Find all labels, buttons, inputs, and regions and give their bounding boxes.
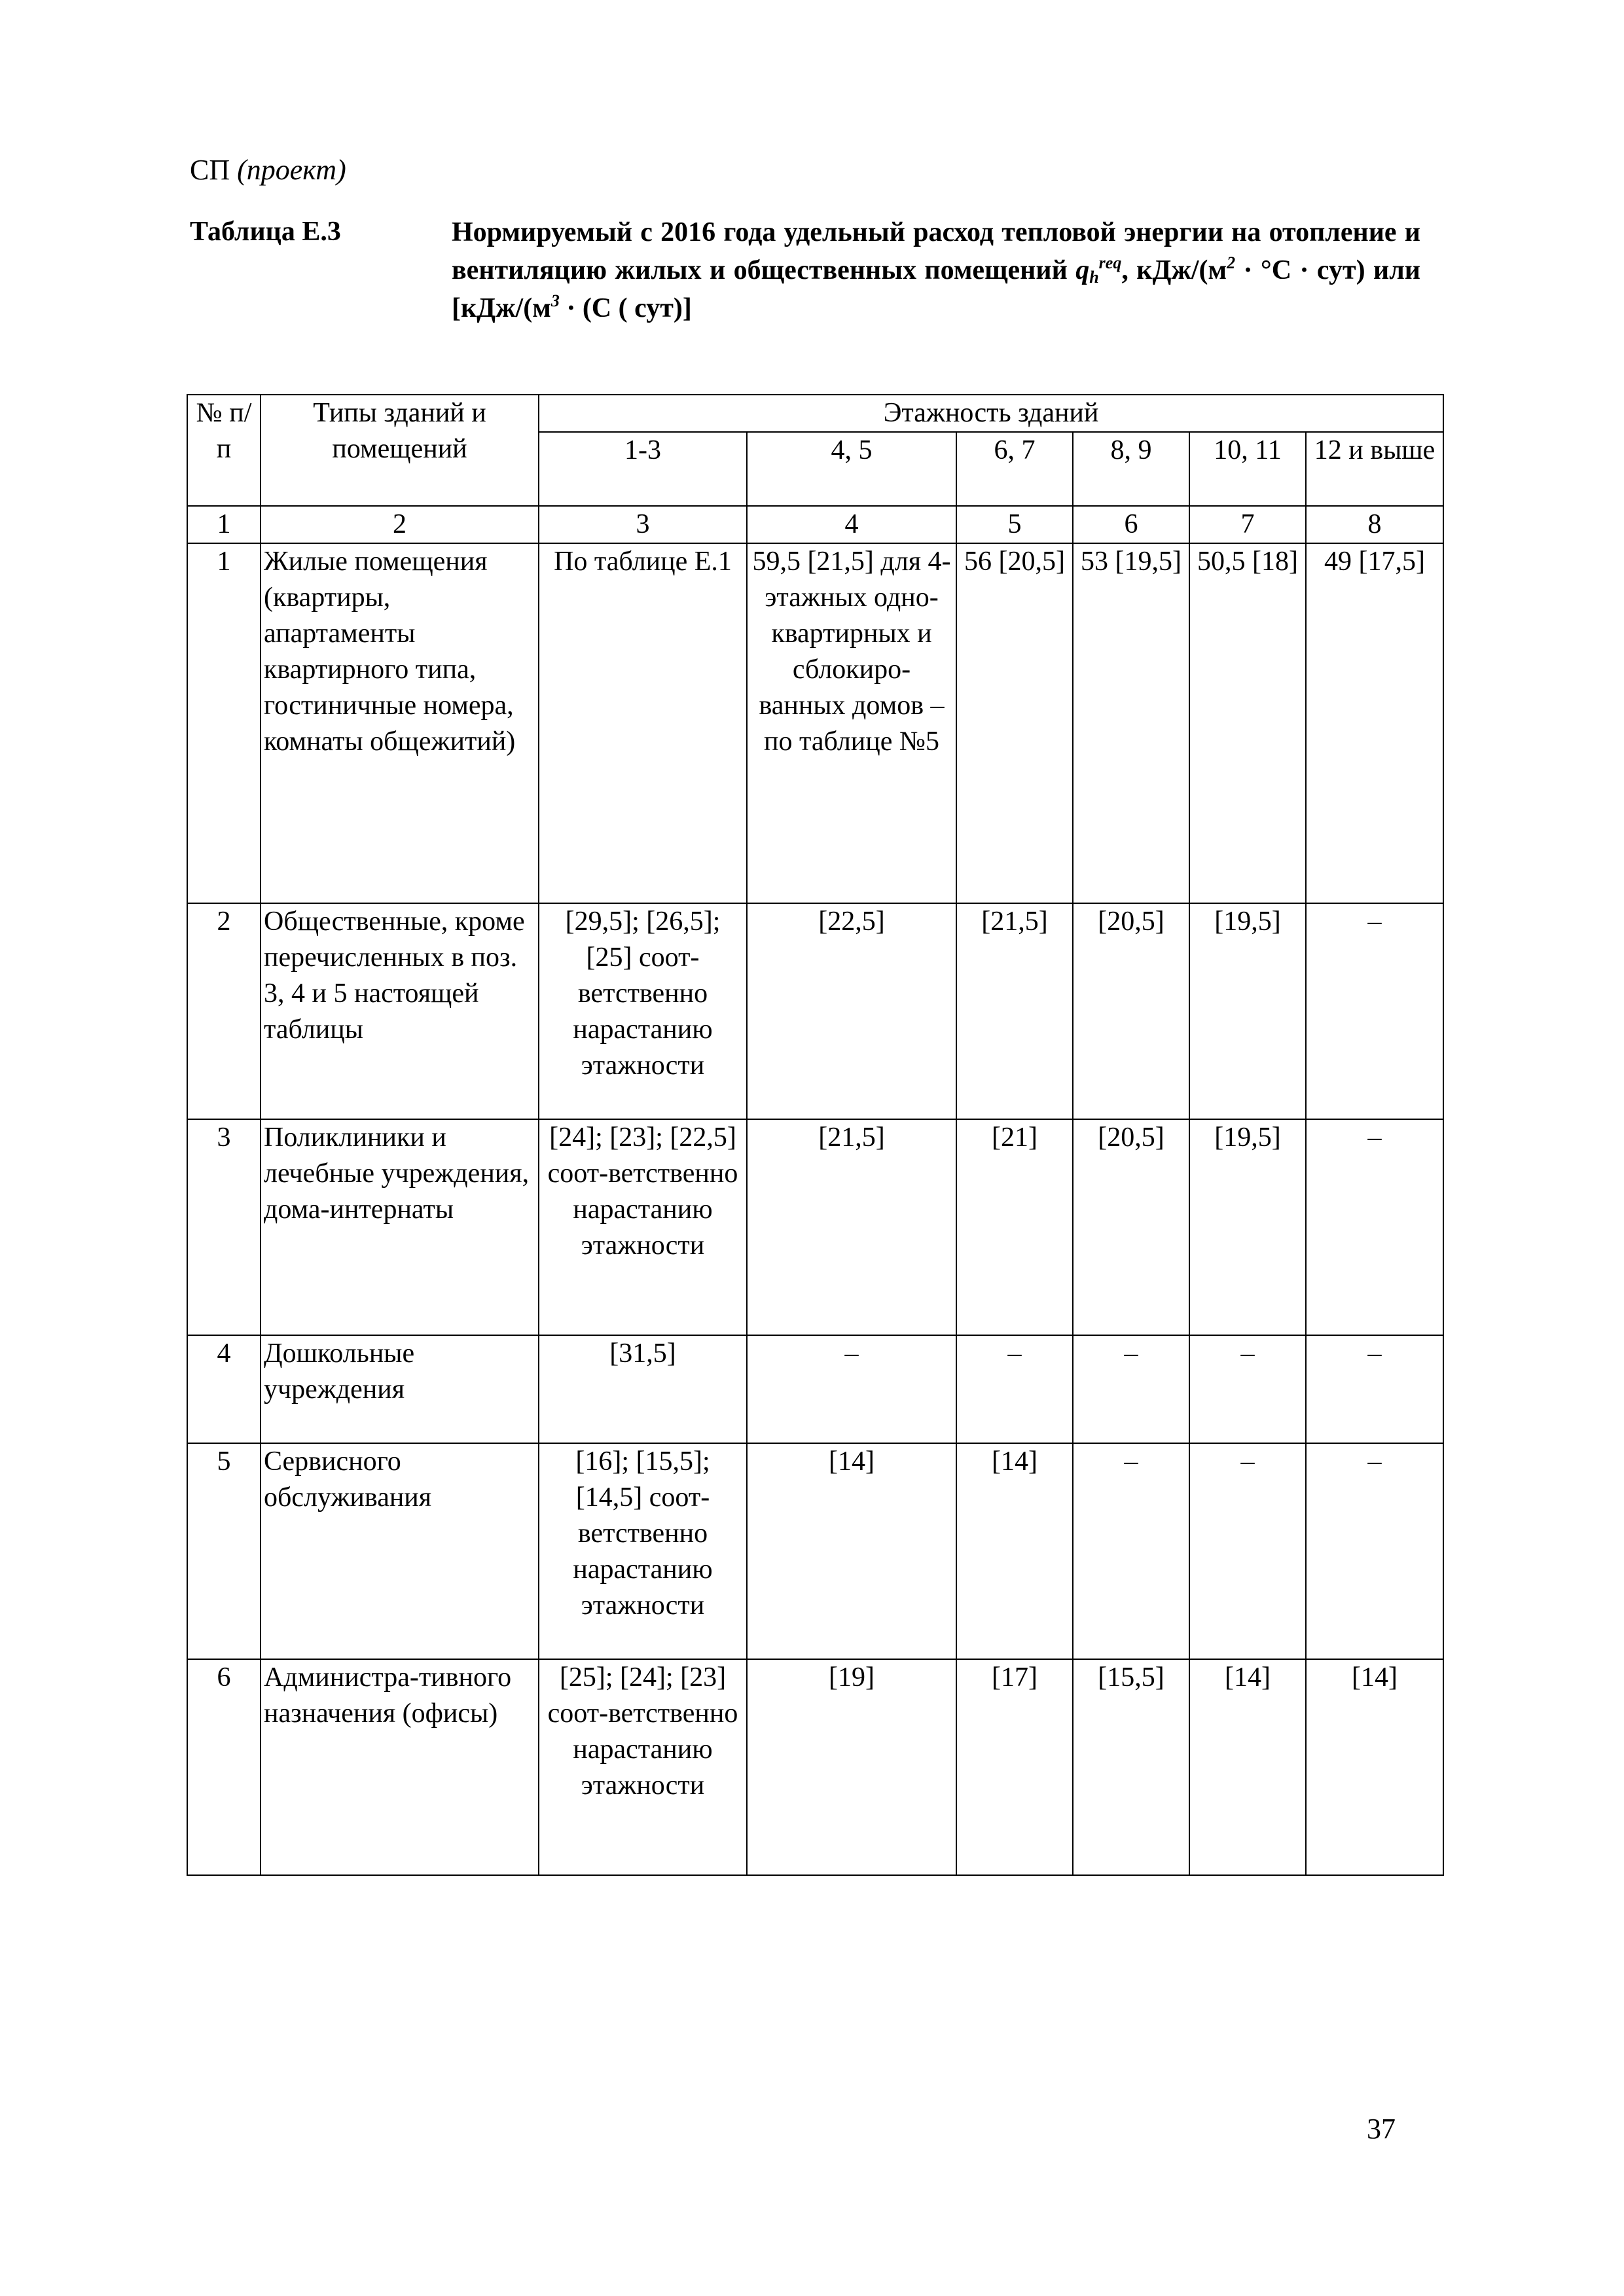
row-number: 3 bbox=[187, 1119, 261, 1335]
header-floor-col: 8, 9 bbox=[1073, 432, 1189, 506]
header-building-types: Типы зданий и помещений bbox=[261, 395, 539, 506]
header-floor-col: 12 и выше bbox=[1306, 432, 1443, 506]
page-number: 37 bbox=[1367, 2113, 1396, 2145]
column-number: 7 bbox=[1189, 506, 1306, 543]
document-code: СП bbox=[190, 154, 230, 186]
column-number: 2 bbox=[261, 506, 539, 543]
row-number: 4 bbox=[187, 1335, 261, 1443]
table-row bbox=[187, 1443, 1443, 1659]
value-floors-4-5: [22,5] bbox=[747, 903, 956, 1119]
energy-consumption-table bbox=[187, 394, 1444, 1876]
building-type: Поликлиники и лечебные учреждения, дома-интернаты bbox=[261, 1119, 539, 1335]
value-floors-12-plus: – bbox=[1306, 903, 1443, 1119]
building-type: Общественные, кроме перечисленных в поз. 3, 4 и 5 настоящей таблицы bbox=[261, 903, 539, 1119]
header-floor-col: 4, 5 bbox=[747, 432, 956, 506]
value-floors-6-7: [21,5] bbox=[956, 903, 1073, 1119]
header-floor-col: 1-3 bbox=[539, 432, 747, 506]
value-floors-8-9: [20,5] bbox=[1073, 903, 1189, 1119]
value-floors-12-plus: [14] bbox=[1306, 1659, 1443, 1875]
column-numbers-row bbox=[187, 506, 1443, 543]
value-floors-1-3: [25]; [24]; [23] соот-ветственно нарастанию этажности bbox=[539, 1659, 747, 1875]
row-number: 5 bbox=[187, 1443, 261, 1659]
value-floors-6-7: 56 [20,5] bbox=[956, 543, 1073, 903]
building-type: Сервисного обслуживания bbox=[261, 1443, 539, 1659]
building-type: Дошкольные учреждения bbox=[261, 1335, 539, 1443]
value-floors-12-plus: – bbox=[1306, 1335, 1443, 1443]
table-row bbox=[187, 903, 1443, 1119]
header-floors: Этажность зданий bbox=[539, 395, 1443, 432]
header-row bbox=[187, 395, 1443, 432]
value-floors-10-11: [14] bbox=[1189, 1659, 1306, 1875]
header-floor-col: 10, 11 bbox=[1189, 432, 1306, 506]
value-floors-10-11: 50,5 [18] bbox=[1189, 543, 1306, 903]
column-number: 8 bbox=[1306, 506, 1443, 543]
document-status: (проект) bbox=[237, 154, 346, 186]
header-floor-col: 6, 7 bbox=[956, 432, 1073, 506]
value-floors-10-11: – bbox=[1189, 1443, 1306, 1659]
value-floors-12-plus: 49 [17,5] bbox=[1306, 543, 1443, 903]
caption-text: Нормируемый с 2016 года удельный расход тепловой энергии на отопление и вентиляцию жилых и общественных помещений bbox=[452, 217, 1420, 285]
value-floors-1-3: [24]; [23]; [22,5] соот-ветственно нарастанию этажности bbox=[539, 1119, 747, 1335]
value-floors-8-9: [20,5] bbox=[1073, 1119, 1189, 1335]
value-floors-12-plus: – bbox=[1306, 1443, 1443, 1659]
column-number: 3 bbox=[539, 506, 747, 543]
value-floors-1-3: По таблице Е.1 bbox=[539, 543, 747, 903]
value-floors-8-9: 53 [19,5] bbox=[1073, 543, 1189, 903]
value-floors-1-3: [29,5]; [26,5]; [25] соот-ветственно нарастанию этажности bbox=[539, 903, 747, 1119]
column-number: 4 bbox=[747, 506, 956, 543]
value-floors-1-3: [16]; [15,5]; [14,5] соот-ветственно нарастанию этажности bbox=[539, 1443, 747, 1659]
value-floors-10-11: [19,5] bbox=[1189, 903, 1306, 1119]
column-number: 6 bbox=[1073, 506, 1189, 543]
row-number: 6 bbox=[187, 1659, 261, 1875]
table-caption bbox=[452, 213, 1420, 327]
caption-units: , кДж/$(м^2 \cdot ^\circ С \cdot сут)$ или [$кДж/(м^3 \cdot (С$ ( сут)] bbox=[452, 253, 1420, 323]
row-number: 1 bbox=[187, 543, 261, 903]
value-floors-6-7: [17] bbox=[956, 1659, 1073, 1875]
value-floors-4-5: 59,5 [21,5] для 4-этажных одно-квартирных и сблокиро-ванных домов – по таблице №5 bbox=[747, 543, 956, 903]
value-floors-6-7: [21] bbox=[956, 1119, 1073, 1335]
value-floors-4-5: [19] bbox=[747, 1659, 956, 1875]
document-header bbox=[190, 152, 346, 188]
value-floors-6-7: [14] bbox=[956, 1443, 1073, 1659]
value-floors-10-11: – bbox=[1189, 1335, 1306, 1443]
table-label: Таблица Е.3 bbox=[190, 217, 341, 247]
building-type: Администра-тивного назначения (офисы) bbox=[261, 1659, 539, 1875]
table-row bbox=[187, 1659, 1443, 1875]
value-floors-8-9: [15,5] bbox=[1073, 1659, 1189, 1875]
value-floors-10-11: [19,5] bbox=[1189, 1119, 1306, 1335]
value-floors-4-5: – bbox=[747, 1335, 956, 1443]
value-floors-12-plus: – bbox=[1306, 1119, 1443, 1335]
value-floors-8-9: – bbox=[1073, 1443, 1189, 1659]
building-type: Жилые помещения (квартиры, апартаменты квартирного типа, гостиничные номера, комнаты общежитий) bbox=[261, 543, 539, 903]
column-number: 5 bbox=[956, 506, 1073, 543]
caption-symbol: $q_h^{req}$ bbox=[1075, 253, 1122, 287]
value-floors-6-7: – bbox=[956, 1335, 1073, 1443]
column-number: 1 bbox=[187, 506, 261, 543]
value-floors-4-5: [21,5] bbox=[747, 1119, 956, 1335]
value-floors-4-5: [14] bbox=[747, 1443, 956, 1659]
table-row bbox=[187, 543, 1443, 903]
table-row bbox=[187, 1119, 1443, 1335]
value-floors-1-3: [31,5] bbox=[539, 1335, 747, 1443]
table-row bbox=[187, 1335, 1443, 1443]
row-number: 2 bbox=[187, 903, 261, 1119]
header-number: № п/п bbox=[187, 395, 261, 506]
value-floors-8-9: – bbox=[1073, 1335, 1189, 1443]
